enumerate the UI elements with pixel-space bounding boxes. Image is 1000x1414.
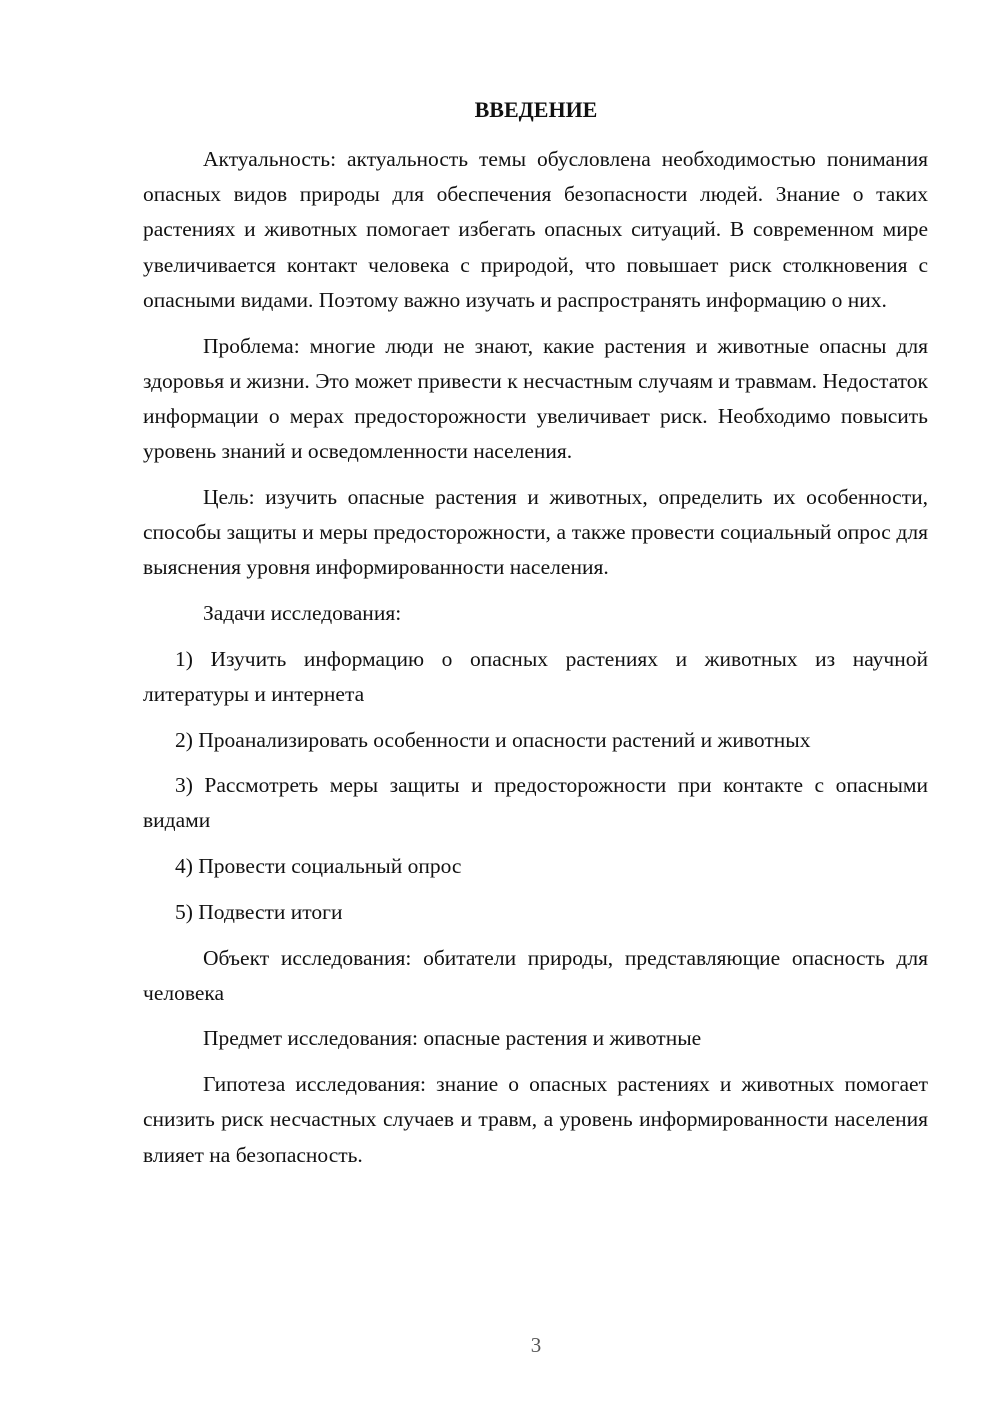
page-number: 3 — [530, 1333, 542, 1357]
paragraph-problem: Проблема: многие люди не знают, какие растения и животные опасны для здоровья и жизни. Это может привести к несчастным случаям и травмам. Недостаток информации о мерах предосторожности увеличивает риск. Необходимо повысить уровень знаний и осведомленности населения. — [143, 333, 928, 464]
document-body — [143, 142, 928, 1183]
paragraph-subject: Предмет исследования: опасные растения и животные — [203, 1026, 702, 1051]
page-title: ВВЕДЕНИЕ — [474, 97, 598, 122]
task-item-2: 2) Проанализировать особенности и опасности растений и животных — [175, 727, 811, 752]
task-item-5: 5) Подвести итоги — [175, 899, 343, 924]
paragraph-goal: Цель: изучить опасные растения и животных, определить их особенности, способы защиты и меры предосторожности, а также провести социальный опрос для выяснения уровня информированности населения. — [143, 484, 928, 580]
paragraph-hypothesis: Гипотеза исследования: знание о опасных растениях и животных помогает снизить риск несчастных случаев и травм, а уровень информированности населения влияет на безопасность. — [143, 1072, 928, 1167]
task-item-4: 4) Провести социальный опрос — [175, 854, 462, 879]
paragraph-object: Объект исследования: обитатели природы, представляющие опасность для человека — [143, 945, 928, 1005]
task-item-1: 1) Изучить информацию о опасных растениях и животных из научной литературы и интернета — [143, 646, 928, 706]
paragraph-relevance: Актуальность: актуальность темы обусловлена необходимостью понимания опасных видов природы для обеспечения безопасности людей. Знание о таких растениях и животных помогает избегать опасных ситуаций. В современном мире увеличивается контакт человека с природой, что повышает риск столкновения с опасными видами. Поэтому важно изучать и распространять информацию о них. — [143, 147, 928, 312]
task-item-3: 3) Рассмотреть меры защиты и предосторожности при контакте с опасными видами — [143, 773, 928, 833]
tasks-heading: Задачи исследования: — [203, 600, 402, 625]
